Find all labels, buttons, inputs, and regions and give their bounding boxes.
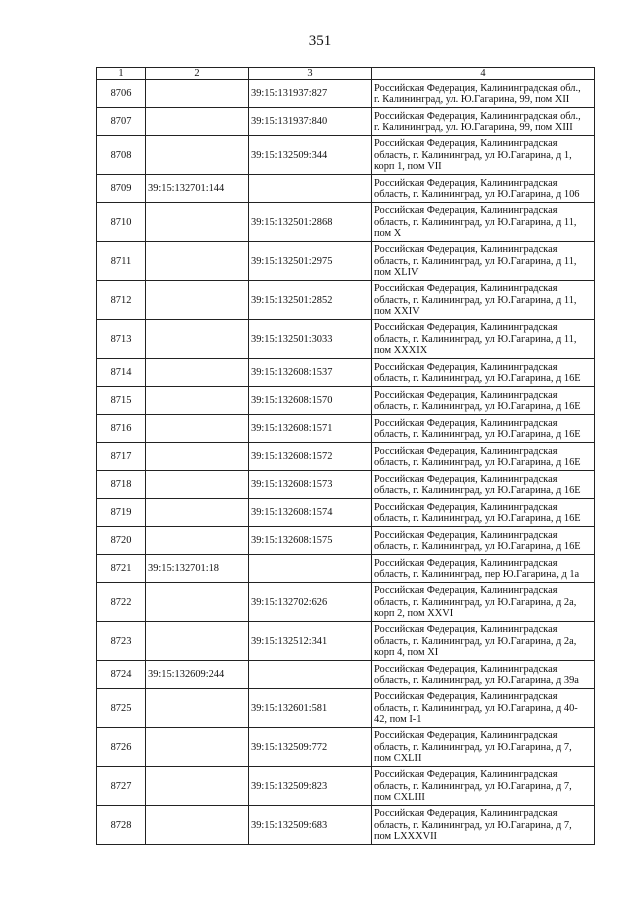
address-line: область, г. Калининград, ул Ю.Гагарина, д 40-: [374, 702, 578, 714]
object-cadastral-cell: 39:15:132509:823: [249, 767, 372, 806]
table-row: [97, 499, 595, 527]
address-line: область, г. Калининград, ул Ю.Гагарина, д 39а: [374, 674, 579, 686]
table-row: [97, 622, 595, 661]
table-row: [97, 415, 595, 443]
land-cadastral-cell: [146, 499, 249, 527]
table-row: [97, 136, 595, 175]
row-number-cell: 8707: [97, 108, 146, 136]
address-cell: [372, 387, 595, 415]
land-cadastral-cell: [146, 471, 249, 499]
row-number-cell: 8723: [97, 622, 146, 661]
address-cell: [372, 359, 595, 387]
address-line: область, г. Калининград, ул Ю.Гагарина, д 16Е: [374, 456, 581, 468]
address-line: Российская Федерация, Калининградская: [374, 322, 558, 334]
address-cell: [372, 415, 595, 443]
row-number-cell: 8716: [97, 415, 146, 443]
land-cadastral-cell: [146, 767, 249, 806]
land-cadastral-cell: [146, 689, 249, 728]
table-row: [97, 108, 595, 136]
object-cadastral-cell: 39:15:132608:1573: [249, 471, 372, 499]
object-cadastral-cell: 39:15:132509:683: [249, 806, 372, 845]
object-cadastral-cell: 39:15:132608:1537: [249, 359, 372, 387]
object-cadastral-cell: 39:15:132608:1571: [249, 415, 372, 443]
header-row: [97, 68, 595, 80]
land-cadastral-cell: [146, 242, 249, 281]
table-row: [97, 767, 595, 806]
address-line: пом CXLIII: [374, 791, 425, 803]
table-row: [97, 242, 595, 281]
address-line: г. Калининград, ул. Ю.Гагарина, 99, пом XIII: [374, 121, 573, 133]
address-line: Российская Федерация, Калининградская: [374, 445, 558, 457]
address-cell: [372, 622, 595, 661]
object-cadastral-cell: 39:15:132601:581: [249, 689, 372, 728]
table-row: [97, 359, 595, 387]
land-cadastral-cell: [146, 728, 249, 767]
row-number-cell: 8715: [97, 387, 146, 415]
address-cell: [372, 108, 595, 136]
row-number-cell: 8727: [97, 767, 146, 806]
table-row: [97, 661, 595, 689]
column-header: 4: [372, 68, 595, 80]
address-cell: [372, 806, 595, 845]
row-number-cell: 8728: [97, 806, 146, 845]
land-cadastral-cell: [146, 387, 249, 415]
land-cadastral-cell: [146, 527, 249, 555]
row-number-cell: 8720: [97, 527, 146, 555]
address-line: область, г. Калининград, ул Ю.Гагарина, д 2а,: [374, 635, 577, 647]
address-cell: [372, 689, 595, 728]
table-row: [97, 320, 595, 359]
address-cell: [372, 80, 595, 108]
table-row: [97, 80, 595, 108]
land-cadastral-cell: [146, 583, 249, 622]
land-cadastral-cell: 39:15:132701:18: [146, 555, 249, 583]
address-line: пом XLIV: [374, 266, 419, 278]
column-header: 1: [97, 68, 146, 80]
land-cadastral-cell: 39:15:132609:244: [146, 661, 249, 689]
object-cadastral-cell: [249, 175, 372, 203]
address-line: Российская Федерация, Калининградская: [374, 691, 558, 703]
table-row: [97, 689, 595, 728]
address-line: г. Калининград, ул. Ю.Гагарина, 99, пом XII: [374, 93, 570, 105]
address-line: Российская Федерация, Калининградская: [374, 473, 558, 485]
address-line: корп 2, пом XXVI: [374, 607, 454, 619]
column-header: 2: [146, 68, 249, 80]
row-number-cell: 8717: [97, 443, 146, 471]
object-cadastral-cell: [249, 661, 372, 689]
address-line: Российская Федерация, Калининградская: [374, 361, 558, 373]
address-line: Российская Федерация, Калининградская: [374, 585, 558, 597]
land-cadastral-cell: [146, 108, 249, 136]
row-number-cell: 8708: [97, 136, 146, 175]
address-line: Российская Федерация, Калининградская: [374, 389, 558, 401]
table-row: [97, 471, 595, 499]
land-cadastral-cell: [146, 136, 249, 175]
address-cell: [372, 320, 595, 359]
object-cadastral-cell: 39:15:131937:840: [249, 108, 372, 136]
address-cell: [372, 471, 595, 499]
address-cell: [372, 281, 595, 320]
table-row: [97, 806, 595, 845]
row-number-cell: 8718: [97, 471, 146, 499]
table-row: [97, 583, 595, 622]
land-cadastral-cell: [146, 359, 249, 387]
address-line: Российская Федерация, Калининградская: [374, 177, 558, 189]
land-cadastral-cell: [146, 203, 249, 242]
address-line: область, г. Калининград, ул Ю.Гагарина, д 16Е: [374, 400, 581, 412]
object-cadastral-cell: [249, 555, 372, 583]
address-cell: [372, 443, 595, 471]
row-number-cell: 8719: [97, 499, 146, 527]
address-line: Российская Федерация, Калининградская: [374, 501, 558, 513]
address-line: пом XXXIX: [374, 344, 428, 356]
address-line: корп 1, пом VII: [374, 160, 442, 172]
address-line: область, г. Калининград, ул Ю.Гагарина, д 16Е: [374, 512, 581, 524]
address-line: Российская Федерация, Калининградская: [374, 529, 558, 541]
address-line: Российская Федерация, Калининградская: [374, 624, 558, 636]
row-number-cell: 8711: [97, 242, 146, 281]
land-cadastral-cell: 39:15:132701:144: [146, 175, 249, 203]
object-cadastral-cell: 39:15:131937:827: [249, 80, 372, 108]
row-number-cell: 8722: [97, 583, 146, 622]
table-row: [97, 203, 595, 242]
object-cadastral-cell: 39:15:132501:2975: [249, 242, 372, 281]
address-line: пом LXXXVII: [374, 830, 438, 842]
row-number-cell: 8710: [97, 203, 146, 242]
address-line: пом X: [374, 227, 402, 239]
address-line: Российская Федерация, Калининградская: [374, 769, 558, 781]
address-cell: [372, 728, 595, 767]
address-cell: [372, 661, 595, 689]
address-cell: [372, 499, 595, 527]
address-line: область, г. Калининград, ул Ю.Гагарина, д 106: [374, 188, 580, 200]
table-row: [97, 555, 595, 583]
address-line: Российская Федерация, Калининградская: [374, 283, 558, 295]
object-cadastral-cell: 39:15:132509:772: [249, 728, 372, 767]
table-row: [97, 728, 595, 767]
row-number-cell: 8714: [97, 359, 146, 387]
table-row: [97, 443, 595, 471]
object-cadastral-cell: 39:15:132608:1572: [249, 443, 372, 471]
address-line: Российская Федерация, Калининградская: [374, 557, 558, 569]
address-line: область, г. Калининград, ул Ю.Гагарина, д 16Е: [374, 372, 581, 384]
object-cadastral-cell: 39:15:132512:341: [249, 622, 372, 661]
row-number-cell: 8726: [97, 728, 146, 767]
address-line: область, г. Калининград, ул Ю.Гагарина, д 16Е: [374, 540, 581, 552]
address-line: область, г. Калининград, ул Ю.Гагарина, д 1,: [374, 149, 572, 161]
address-cell: [372, 175, 595, 203]
address-line: область, г. Калининград, ул Ю.Гагарина, д 11,: [374, 216, 577, 228]
address-line: область, г. Калининград, ул Ю.Гагарина, д 16Е: [374, 428, 581, 440]
address-cell: [372, 136, 595, 175]
address-line: область, г. Калининград, ул Ю.Гагарина, д 2а,: [374, 596, 577, 608]
land-cadastral-cell: [146, 443, 249, 471]
address-line: Российская Федерация, Калининградская: [374, 138, 558, 150]
object-cadastral-cell: 39:15:132501:2852: [249, 281, 372, 320]
address-line: Российская Федерация, Калининградская: [374, 663, 558, 675]
address-line: область, г. Калининград, ул Ю.Гагарина, д 7,: [374, 741, 572, 753]
row-number-cell: 8724: [97, 661, 146, 689]
address-cell: [372, 767, 595, 806]
object-cadastral-cell: 39:15:132509:344: [249, 136, 372, 175]
address-line: Российская Федерация, Калининградская: [374, 205, 558, 217]
land-cadastral-cell: [146, 281, 249, 320]
address-line: область, г. Калининград, пер Ю.Гагарина, д 1а: [374, 568, 580, 580]
row-number-cell: 8713: [97, 320, 146, 359]
address-line: корп 4, пом XI: [374, 646, 439, 658]
object-cadastral-cell: 39:15:132501:3033: [249, 320, 372, 359]
address-line: Российская Федерация, Калининградская: [374, 417, 558, 429]
address-line: область, г. Калининград, ул Ю.Гагарина, д 11,: [374, 255, 577, 267]
object-cadastral-cell: 39:15:132608:1570: [249, 387, 372, 415]
address-cell: [372, 527, 595, 555]
object-cadastral-cell: 39:15:132501:2868: [249, 203, 372, 242]
row-number-cell: 8706: [97, 80, 146, 108]
object-cadastral-cell: 39:15:132702:626: [249, 583, 372, 622]
address-line: область, г. Калининград, ул Ю.Гагарина, д 11,: [374, 294, 577, 306]
land-cadastral-cell: [146, 320, 249, 359]
table-row: [97, 387, 595, 415]
register-table: [96, 67, 595, 845]
address-line: 42, пом I-1: [374, 713, 422, 725]
address-cell: [372, 203, 595, 242]
address-line: пом XXIV: [374, 305, 420, 317]
address-line: область, г. Калининград, ул Ю.Гагарина, д 11,: [374, 333, 577, 345]
address-line: область, г. Калининград, ул Ю.Гагарина, д 7,: [374, 819, 572, 831]
register-body: [97, 68, 595, 845]
row-number-cell: 8709: [97, 175, 146, 203]
row-number-cell: 8712: [97, 281, 146, 320]
column-header: 3: [249, 68, 372, 80]
row-number-cell: 8721: [97, 555, 146, 583]
address-line: область, г. Калининград, ул Ю.Гагарина, д 16Е: [374, 484, 581, 496]
land-cadastral-cell: [146, 622, 249, 661]
address-line: Российская Федерация, Калининградская: [374, 244, 558, 256]
table-row: [97, 281, 595, 320]
address-cell: [372, 242, 595, 281]
address-line: Российская Федерация, Калининградская: [374, 808, 558, 820]
object-cadastral-cell: 39:15:132608:1575: [249, 527, 372, 555]
address-line: область, г. Калининград, ул Ю.Гагарина, д 7,: [374, 780, 572, 792]
land-cadastral-cell: [146, 806, 249, 845]
land-cadastral-cell: [146, 415, 249, 443]
page-number: 351: [308, 33, 332, 49]
address-line: пом CXLII: [374, 752, 422, 764]
address-line: Российская Федерация, Калининградская обл.,: [374, 82, 581, 94]
address-line: Российская Федерация, Калининградская: [374, 730, 558, 742]
table-row: [97, 175, 595, 203]
table-row: [97, 527, 595, 555]
row-number-cell: 8725: [97, 689, 146, 728]
object-cadastral-cell: 39:15:132608:1574: [249, 499, 372, 527]
land-cadastral-cell: [146, 80, 249, 108]
address-cell: [372, 583, 595, 622]
address-line: Российская Федерация, Калининградская обл.,: [374, 110, 581, 122]
address-cell: [372, 555, 595, 583]
